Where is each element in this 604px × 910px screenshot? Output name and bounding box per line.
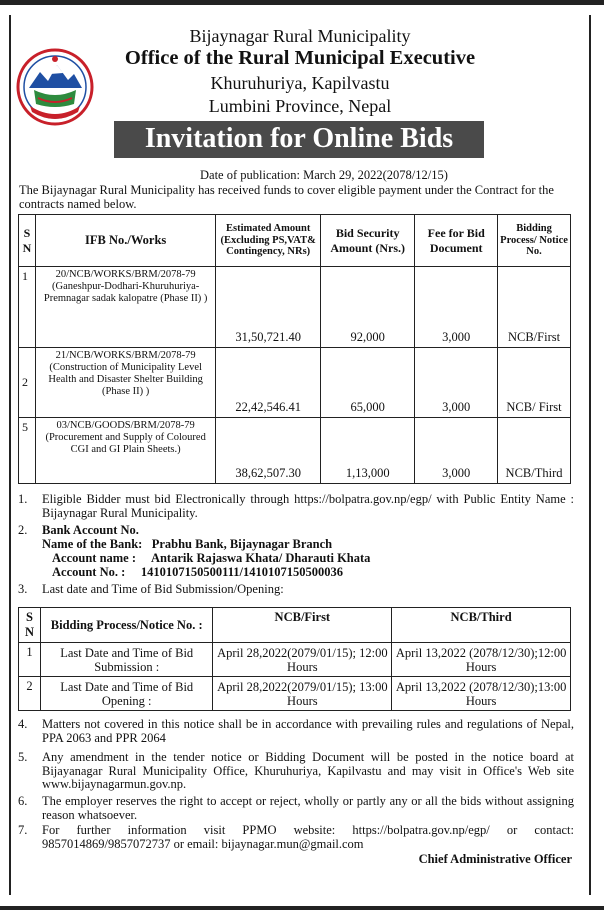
- col-security: Bid Security Amount (Nrs.): [320, 215, 414, 267]
- signoff: Chief Administrative Officer: [418, 852, 572, 866]
- province: Lumbini Province, Nepal: [208, 96, 392, 116]
- col-sn: S N: [19, 215, 36, 267]
- top-border: [0, 0, 604, 5]
- col-works: IFB No./Works: [35, 215, 215, 267]
- note-1-text: Eligible Bidder must bid Electronically through https://bolpatra.gov.np/egp/ with Public Entity Name : Bijaynagar Rural Municipality.: [42, 492, 574, 520]
- right-border: [589, 15, 591, 895]
- row-first: April 28,2022(2079/01/15); 12:00 Hours: [213, 643, 392, 677]
- row-estimate: 22,42,546.41: [216, 348, 321, 418]
- note-6: 6. The employer reserves the right to accept or reject, wholly or partly any or all the bids without assigning reason whatsoever.: [18, 794, 574, 822]
- col-estimate: Estimated Amount (Excluding PS,VAT& Contingency, NRs): [216, 215, 321, 267]
- row-sn: 2: [19, 677, 41, 711]
- table-row: [19, 643, 571, 677]
- note-2-bank: 2. Bank Account No. Name of the Bank: Prabhu Bank, Bijaynagar Branch Account name : Antarik Rajaswa Khata/ Dharauti Khata Account No. : 1410107150500111/1410107150500036: [18, 524, 574, 584]
- notice-banner: Invitation for Online Bids: [114, 121, 484, 158]
- col-sn: S N: [19, 608, 41, 643]
- row-fee: 3,000: [415, 267, 498, 348]
- office-title: Office of the Rural Municipal Executive: [124, 47, 476, 69]
- col-ncb-first: NCB/First: [213, 608, 392, 643]
- note-5: 5. Any amendment in the tender notice or Bidding Document will be posted in the notice board at Bijayanagar Rural Municipality Office, Khuruhuriya, Kapilvastu and may visit in Office's Web site www.bijaynagarmun.gov.np.: [18, 750, 574, 791]
- col-ncb-third: NCB/Third: [392, 608, 571, 643]
- col-fee: Fee for Bid Document: [415, 215, 498, 267]
- row-process: NCB/Third: [498, 418, 571, 484]
- row-security: 65,000: [320, 348, 414, 418]
- row-sn: 2: [19, 348, 36, 418]
- row-fee: 3,000: [415, 418, 498, 484]
- row-works: 03/NCB/GOODS/BRM/2078-79 (Procurement and Supply of Coloured CGI and GI Plain Sheets.): [35, 418, 215, 484]
- row-process: Last Date and Time of Bid Submission :: [40, 643, 213, 677]
- row-first: April 28,2022(2079/01/15); 13:00 Hours: [213, 677, 392, 711]
- row-third: April 13,2022 (2078/12/30);13:00 Hours: [392, 677, 571, 711]
- row-third: April 13,2022 (2078/12/30);12:00 Hours: [392, 643, 571, 677]
- row-sn: 1: [19, 267, 36, 348]
- col-process: Bidding Process/Notice No. :: [40, 608, 213, 643]
- row-security: 92,000: [320, 267, 414, 348]
- bank-name-line: Name of the Bank: Prabhu Bank, Bijaynagar Branch: [42, 537, 333, 551]
- table-row: [19, 267, 571, 348]
- note-1: 1. Eligible Bidder must bid Electronically through https://bolpatra.gov.np/egp/ with Public Entity Name : Bijaynagar Rural Municipality.: [18, 492, 574, 520]
- row-process: NCB/ First: [498, 348, 571, 418]
- bids-table: [18, 214, 571, 484]
- row-estimate: 31,50,721.40: [216, 267, 321, 348]
- row-sn: 1: [19, 643, 41, 677]
- row-process: Last Date and Time of Bid Opening :: [40, 677, 213, 711]
- note-4-text: Matters not covered in this notice shall be in accordance with prevailing rules and regulations of Nepal, PPA 2063 and PPR 2064: [42, 717, 574, 745]
- note-3: 3. Last date and Time of Bid Submission/Opening:: [18, 583, 574, 599]
- publication-date: Date of publication: March 29, 2022(2078/12/15): [200, 168, 448, 182]
- note-4: 4. Matters not covered in this notice shall be in accordance with prevailing rules and regulations of Nepal, PPA 2063 and PPR 2064: [18, 717, 574, 745]
- note-3-text: Last date and Time of Bid Submission/Opening:: [42, 582, 284, 596]
- intro-paragraph: The Bijaynagar Rural Municipality has received funds to cover eligible payment under the Contract for the contracts named below.: [19, 183, 554, 211]
- left-border: [9, 15, 11, 895]
- row-fee: 3,000: [415, 348, 498, 418]
- row-works: 21/NCB/WORKS/BRM/2078-79 (Construction of Municipality Level Health and Disaster Shelter Building (Phase II) ): [35, 348, 215, 418]
- row-works: 20/NCB/WORKS/BRM/2078-79 (Ganeshpur-Dodhari-Khuruhuriya-Premnagar sadak kalopatre (Phase II) ): [35, 267, 215, 348]
- table-row: [19, 677, 571, 711]
- bank-title: Bank Account No.: [42, 523, 139, 537]
- row-estimate: 38,62,507.30: [216, 418, 321, 484]
- col-process: Bidding Process/ Notice No.: [498, 215, 571, 267]
- note-6-text: The employer reserves the right to accept or reject, wholly or partly any or all the bids without assigning reason whatsoever.: [42, 794, 574, 822]
- account-name-line: Account name : Antarik Rajaswa Khata/ Dharauti Khata: [52, 551, 371, 565]
- table-row: [19, 348, 571, 418]
- row-process: NCB/First: [498, 267, 571, 348]
- note-7: 7. For further information visit PPMO website: https://bolpatra.gov.np/egp/ or contact: 9857014869/9857072737 or email: bijaynagar.mun@gmail.com: [18, 823, 574, 851]
- table-row: [19, 418, 571, 484]
- municipality-name: Bijaynagar Rural Municipality: [189, 26, 411, 46]
- office-address: Khuruhuriya, Kapilvastu: [210, 73, 390, 93]
- note-5-text: Any amendment in the tender notice or Bidding Document will be posted in the notice board at Bijayanagar Rural Municipality Office, Khuruhuriya, Kapilvastu and may visit in Office's Web site www.bijaynagarmun.gov.np.: [42, 750, 574, 791]
- account-number-line: Account No. : 1410107150500111/1410107150500036: [52, 565, 343, 579]
- bottom-border: [0, 906, 604, 910]
- row-security: 1,13,000: [320, 418, 414, 484]
- row-sn: 5: [19, 418, 36, 484]
- schedule-table: [18, 607, 571, 711]
- note-7-text: For further information visit PPMO website: https://bolpatra.gov.np/egp/ or contact: 9857014869/9857072737 or email: bijaynagar.mun@gmail.com: [42, 823, 574, 851]
- nepal-emblem-icon: [16, 48, 94, 126]
